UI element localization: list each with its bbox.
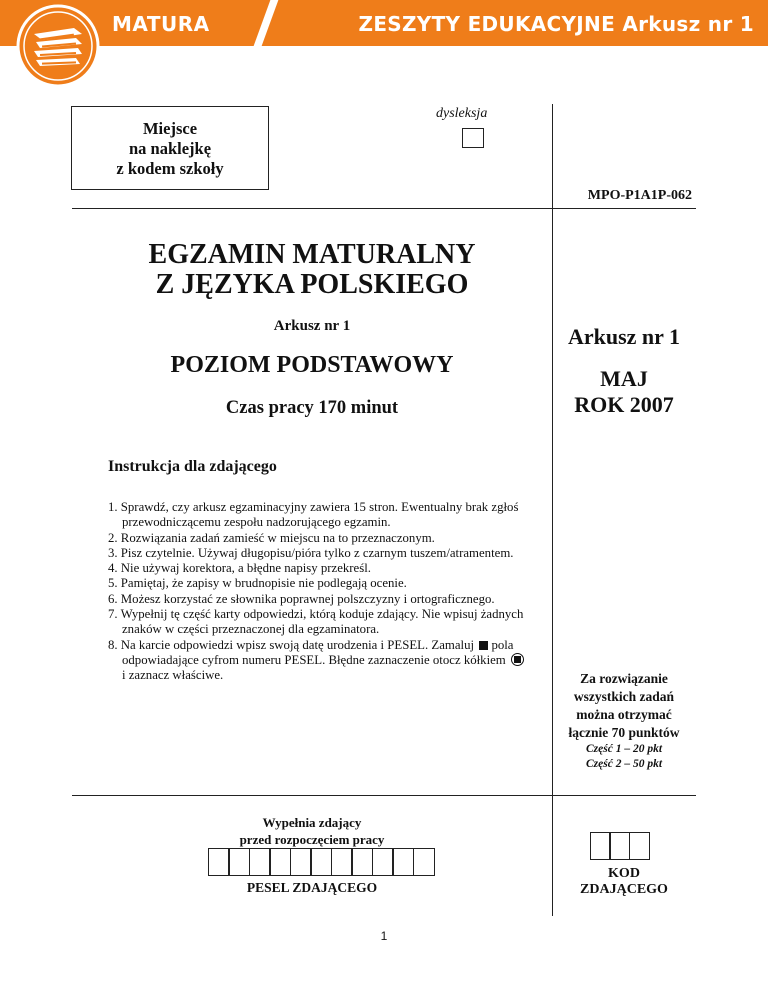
kod-line-1: KOD — [608, 866, 640, 881]
school-code-sticker-box — [71, 106, 269, 190]
points-line-4 — [553, 724, 695, 742]
kod-line-2: ZDAJĄCEGO — [580, 882, 668, 897]
sticker-line-3: z kodem szkoły — [116, 159, 224, 178]
total-points-note — [553, 670, 695, 742]
bottom-horizontal-divider — [72, 795, 696, 796]
exam-year: ROK 2007 — [574, 392, 674, 417]
points-line-2: wszystkich zadań — [573, 689, 675, 704]
pesel-digit-box[interactable] — [208, 848, 230, 876]
instruction-item: 5. Pamiętaj, że zapisy w brudnopisie nie podlegają ocenie. — [108, 576, 407, 591]
filled-square-icon — [479, 641, 488, 650]
books-logo-icon — [16, 4, 100, 88]
top-horizontal-divider — [72, 208, 696, 209]
instruction-item: 6. Możesz korzystać ze słownika poprawnej polszczyzny i ortograficznego. — [108, 591, 495, 606]
code-digit-box[interactable] — [629, 832, 650, 860]
fill-line-1: Wypełnia zdający — [262, 815, 362, 830]
sheet-number-small: Arkusz nr 1 — [273, 318, 351, 334]
exam-title-line-1: EGZAMIN MATURALNY — [148, 239, 476, 270]
pesel-digit-box[interactable] — [351, 848, 373, 876]
dyslexia-label: dysleksja — [436, 106, 488, 121]
instruction-item: 3. Pisz czytelnie. Używaj długopisu/pióra tylko z czarnym tuszem/atramentem. — [108, 545, 514, 560]
instructions-list — [108, 500, 526, 684]
points-line-4-prefix: łącznie — [568, 725, 612, 740]
header-bar — [0, 0, 768, 46]
header-matura-title: MATURA — [112, 12, 210, 36]
fill-before-start-note — [72, 814, 552, 848]
student-code-label — [553, 866, 695, 898]
exam-title-line-2: Z JĘZYKA POLSKIEGO — [155, 269, 469, 300]
points-total: 70 punktów — [611, 725, 680, 740]
student-code-boxes[interactable] — [591, 832, 650, 860]
exam-title — [72, 240, 552, 300]
pesel-digit-box[interactable] — [392, 848, 414, 876]
part-2-points: Część 2 – 50 pkt — [585, 758, 663, 770]
instructions-heading: Instrukcja dla zdającego — [108, 458, 277, 475]
code-digit-box[interactable] — [590, 832, 611, 860]
exam-date — [553, 366, 695, 418]
points-line-3: można otrzymać — [576, 707, 672, 722]
pesel-digit-box[interactable] — [290, 848, 312, 876]
pesel-digit-box[interactable] — [413, 848, 435, 876]
instruction-item: 1. Sprawdź, czy arkusz egzaminacyjny zawiera 15 stron. Ewentualny brak zgłoś przewodniczącemu zespołu nadzorującego egzamin. — [108, 500, 519, 530]
exam-duration: Czas pracy 170 minut — [225, 398, 399, 418]
pesel-input-boxes[interactable] — [209, 848, 435, 874]
parts-points — [553, 742, 695, 772]
pesel-digit-box[interactable] — [372, 848, 394, 876]
pesel-digit-box[interactable] — [331, 848, 353, 876]
pesel-digit-box[interactable] — [228, 848, 250, 876]
exam-code: MPO-P1A1P-062 — [587, 188, 692, 203]
circled-square-icon — [511, 653, 524, 666]
code-digit-box[interactable] — [609, 832, 630, 860]
pesel-digit-box[interactable] — [269, 848, 291, 876]
sticker-line-1: Miejsce — [142, 119, 198, 138]
instruction-8-part-2: pola odpowiadające cyfrom numeru PESEL. Błędne zaznaczenie otocz kółkiem — [122, 637, 514, 667]
exam-level: POZIOM PODSTAWOWY — [170, 352, 454, 378]
instruction-item: 4. Nie używaj korektora, a błędne napisy przekreśl. — [108, 561, 371, 576]
instruction-item: 7. Wypełnij tę część karty odpowiedzi, którą koduje zdający. Nie wpisuj żadnych znaków w części przeznaczonej dla egzaminatora. — [108, 607, 524, 637]
sheet-number-large: Arkusz nr 1 — [567, 324, 681, 349]
exam-month: MAJ — [600, 366, 648, 391]
fill-line-2: przed rozpoczęciem pracy — [239, 832, 385, 847]
pesel-label: PESEL ZDAJĄCEGO — [246, 880, 378, 895]
part-1-points: Część 1 – 20 pkt — [585, 743, 663, 755]
instruction-item-8 — [108, 638, 526, 684]
instruction-8-part-1: 8. Na karcie odpowiedzi wpisz swoją datę urodzenia i PESEL. Zamaluj — [108, 637, 475, 652]
instruction-8-part-3: i zaznacz właściwe. — [122, 668, 224, 683]
header-series-title: ZESZYTY EDUKACYJNE Arkusz nr 1 — [358, 12, 754, 36]
sticker-line-2: na naklejkę — [128, 139, 212, 158]
points-line-1: Za rozwiązanie — [580, 671, 668, 686]
page-number: 1 — [380, 929, 388, 943]
instruction-item: 2. Rozwiązania zadań zamieść w miejscu na to przeznaczonym. — [108, 530, 435, 545]
pesel-digit-box[interactable] — [310, 848, 332, 876]
dyslexia-checkbox[interactable] — [462, 128, 484, 148]
pesel-digit-box[interactable] — [249, 848, 271, 876]
